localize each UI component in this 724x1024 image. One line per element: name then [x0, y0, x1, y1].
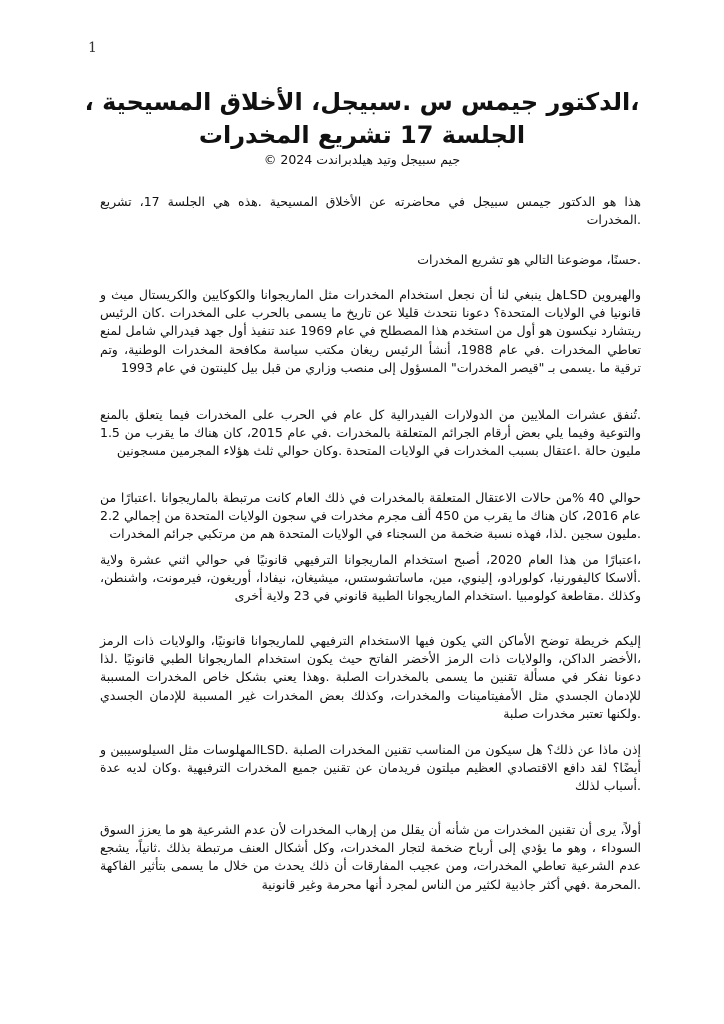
page-number: 1 — [88, 40, 97, 56]
paragraph-history: والهيروين LSDهل ينبغي لنا أن نجعل استخدام المخدرات مثل الماريجوانا والكوكايين والكريستال ميث و قانونيا في الولايات المتحدة؟ دعونا نتحدث قليلا عن تاريخ ما يسمى بالحرب على المخدرات .كان الرئيس ريتشارد نيكسون هو أول من استخدم هذا المصطلح في عام 1969 عند تنفيذ أول جهد فيدرالي شامل لمنع تعاطي المخدرات .في عام 1988، أنشأ الرئيس ريغان مكتب سياسة مكافحة المخدرات الوطنية، وتم ترقية ما .يسمى بـ "قيصر المخدرات" المسؤول إلى منصب وزاري من قبل بيل كلينتون في عام 1993 — [100, 287, 641, 375]
paragraph-map: إليكم خريطة توضح الأماكن التي يكون فيها الاستخدام الترفيهي للماريجوانا قانونيًا، والولايات ذات الرمز ،الأخضر الداكن، والولايات ذات الرمز الأخضر الفاتح حيث يكون استخدام الماريجوانا الطبي قانونيًا .لذا دعونا نفكر في مسألة تقنين ما يسمى بالمخدرات الصلبة .وهذا يعني بشكل خاص المخدرات المسببة للإدمان الجسدي مثل الأمفيتامينات والمخدرات، وكذلك بعض المخدرات غير المسببة للإدمان الجسدي .ولكنها تعتبر مخدرات صلبة — [100, 633, 641, 721]
paragraph-topic: .حسنًا، موضوعنا التالي هو تشريع المخدرات — [417, 252, 641, 267]
paragraph-arrests: حوالي 40 %من حالات الاعتقال المتعلقة بالمخدرات في ذلك العام كانت مرتبطة بالماريجوانا .اعتبارًا من عام 2016، كان هناك ما يقرب من 450 ألف مجرم مخدرات في سجون الولايات المتحدة من إجمالي 2.2 .مليون سجين .لذا، فهذه نسبة ضخمة من السجناء في الولايات المتحدة هم من مرتكبي جرائم المخدرات — [100, 490, 642, 542]
paragraph-intro: هذا هو الدكتور جيمس سبيجل في محاضرته عن الأخلاق المسيحية .هذه هي الجلسة 17، تشريع .المخدرات — [100, 194, 641, 228]
paragraph-hard-drugs: إذن ماذا عن ذلك؟ هل سيكون من المناسب تقنين المخدرات الصلبة .LSDالمهلوسات مثل السيلوسيبين و أيضًا؟ لقد دافع الاقتصادي العظيم ميلتون فريدمان عن تقنين جميع المخدرات الترفيهية .وكان لديه عدة .أسباب لذلك — [100, 742, 641, 794]
paragraph-spending: .تُنفق عشرات الملايين من الدولارات الفيدرالية كل عام في الحرب على المخدرات فيما يتعلق بالمنع والتوعية وفيما يلي بعض أرقام الجرائم المتعلقة بالمخدرات .في عام 2015، كان هناك ما يقرب من 1.5 مليون حالة .اعتقال بسبب المخدرات في الولايات المتحدة .وكان حوالي ثلث هؤلاء المجرمين مسجونين — [100, 407, 641, 459]
page-title: ،الدكتور جيمس س .سبيجل، الأخلاق المسيحية ، الجلسة 17 تشريع المخدرات — [84, 88, 640, 149]
paragraph-states: ،اعتبارًا من هذا العام 2020، أصبح استخدام الماريجوانا الترفيهي قانونيًا في حوالي اثني عشرة ولاية .ألاسكا كاليفورنيا، كولورادو، إلينوي، مين، ماساتشوستس، ميشيغان، نيفادا، أوريغون، فيرمونت، واشنطن، وكذلك .مقاطعة كولومبيا .استخدام الماريجوانا الطبية قانوني في 23 ولاية أخرى — [100, 552, 641, 604]
paragraph-reasons: أولاً، يرى أن تقنين المخدرات من شأنه أن يقلل من إرهاب المخدرات لأن عدم الشرعية هو ما يعزز السوق السوداء ، وهو ما يؤدي إلى أرباح ضخمة لتجار المخدرات، وكل أشكال العنف مرتبطة بذلك .ثانياً، يشجع عدم الشرعية تعاطي المخدرات، ومن عجيب المفارقات أن ذلك يحدث من خلال ما يسمى بتأثير الفاكهة .المحرمة .فهي أكثر جاذبية لكثير من الناس لمجرد أنها محرمة وغير قانونية — [100, 822, 641, 892]
copyright-line: جيم سبيجل وتيد هيلدبراندت 2024 © — [263, 152, 461, 167]
